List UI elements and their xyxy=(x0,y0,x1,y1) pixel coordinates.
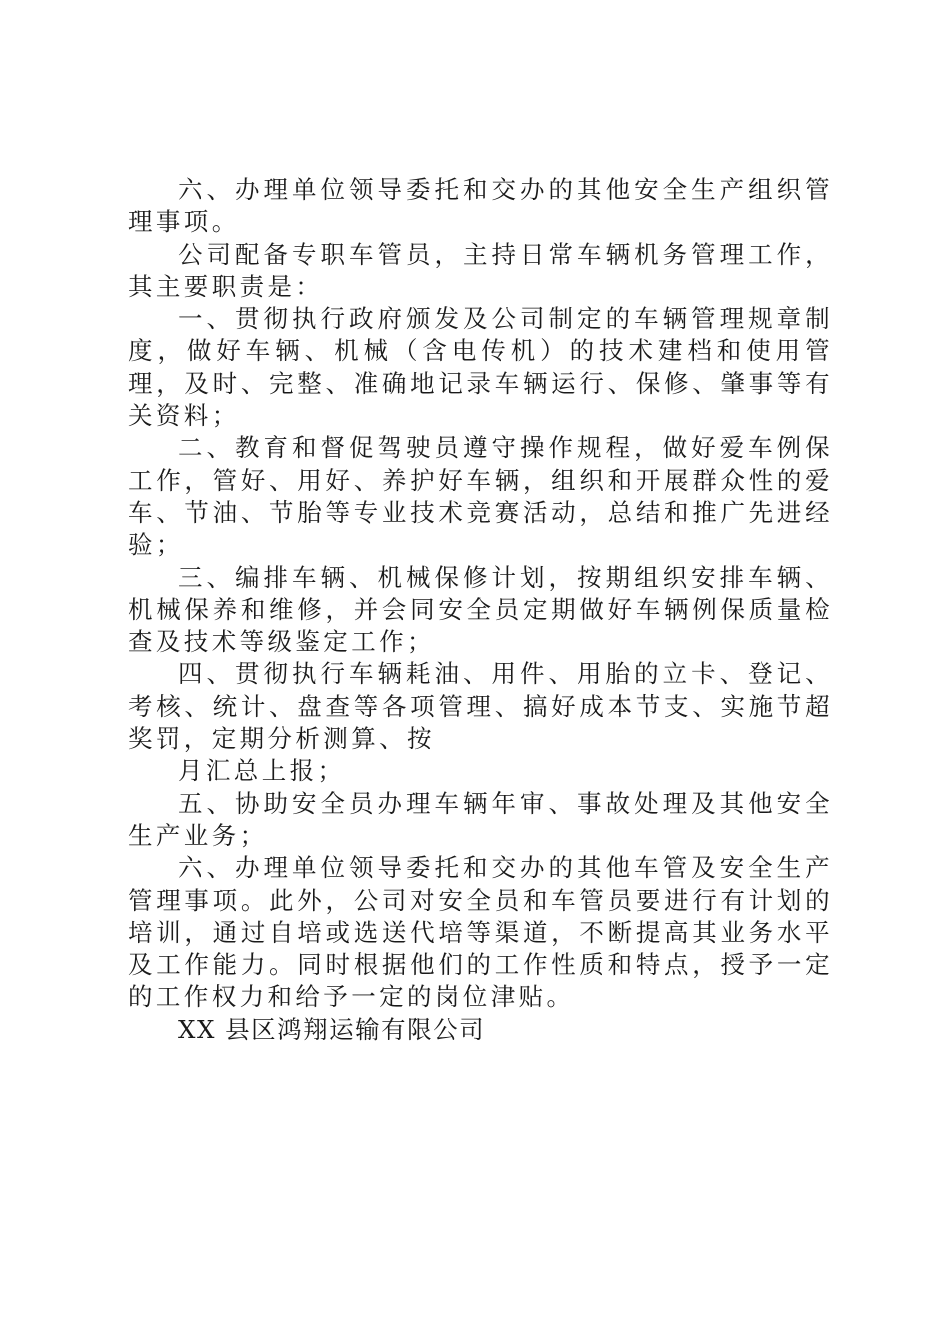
document-page xyxy=(128,174,833,1046)
paragraph-6: 四、贯彻执行车辆耗油、用件、用胎的立卡、登记、考核、统计、盘查等各项管理、搞好成本节支、实施节超奖罚，定期分析测算、按 xyxy=(128,659,833,754)
paragraph-8: 五、协助安全员办理车辆年审、事故处理及其他安全生产业务； xyxy=(128,788,833,850)
paragraph-5: 三、编排车辆、机械保修计划，按期组织安排车辆、机械保养和维修，并会同安全员定期做好车辆例保质量检查及技术等级鉴定工作； xyxy=(128,562,833,657)
company-signature: XX 县区鸿翔运输有限公司 xyxy=(178,1014,486,1044)
paragraph-3: 一、贯彻执行政府颁发及公司制定的车辆管理规章制度，做好车辆、机械（含电传机）的技术建档和使用管理，及时、完整、准确地记录车辆运行、保修、肇事等有关资料； xyxy=(128,304,833,431)
paragraph-7: 月汇总上报； xyxy=(178,756,346,786)
paragraph-1: 六、办理单位领导委托和交办的其他安全生产组织管理事项。 xyxy=(128,175,833,237)
paragraph-2: 公司配备专职车管员，主持日常车辆机务管理工作，其主要职责是： xyxy=(128,239,833,301)
paragraph-9: 六、办理单位领导委托和交办的其他车管及安全生产管理事项。此外，公司对安全员和车管员要进行有计划的培训，通过自培或选送代培等渠道，不断提高其业务水平及工作能力。同时根据他们的工作性质和特点，授予一定的工作权力和给予一定的岗位津贴。 xyxy=(128,853,833,1012)
paragraph-4: 二、教育和督促驾驶员遵守操作规程，做好爱车例保工作，管好、用好、养护好车辆，组织和开展群众性的爱车、节油、节胎等专业技术竞赛活动，总结和推广先进经验； xyxy=(128,433,833,560)
